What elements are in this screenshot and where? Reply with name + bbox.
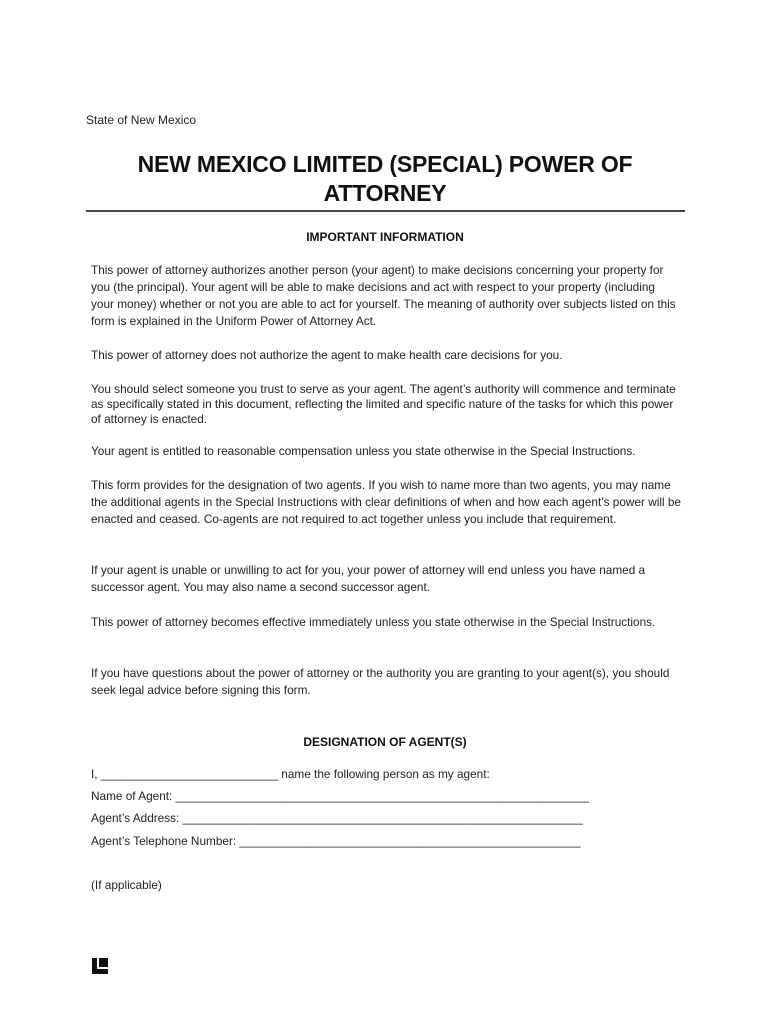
- paragraph-effective-immediately: This power of attorney becomes effective immediately unless you state otherwise in the Special Instructions.: [91, 615, 656, 629]
- document-title: NEW MEXICO LIMITED (SPECIAL) POWER OF ATTORNEY: [137, 151, 633, 206]
- paragraph-compensation: Your agent is entitled to reasonable compensation unless you state otherwise in the Special Instructions.: [91, 444, 636, 458]
- paragraph-successor-agent: If your agent is unable or unwilling to act for you, your power of attorney will end unless you have named a successor agent. You may also name a second successor agent.: [91, 563, 646, 594]
- paragraph-two-agents: This form provides for the designation of two agents. If you wish to name more than two agents, you may name the additional agents in the Special Instructions with clear definitions of when and how each agent’s power will be enacted and ceased. Co-agents are not required to act together unless you include that requirement.: [91, 478, 681, 526]
- paragraph-select-agent: You should select someone you trust to serve as your agent. The agent’s authority will commence and terminate as specifically stated in this document, reflecting the limited and specific nature of the tasks for which this power of attorney is enacted.: [91, 382, 676, 426]
- legal-templates-logo-icon: [91, 957, 109, 975]
- paragraph-authorization: This power of attorney authorizes another person (your agent) to make decisions concerning your property for you (the principal). Your agent will be able to make decisions and act with respect to your property (including your money) whether or not you are able to act for yourself. The meaning of authority over subjects listed on this form is explained in the Uniform Power of Attorney Act.: [91, 263, 676, 328]
- state-label: State of New Mexico: [86, 113, 197, 127]
- paragraph-legal-advice: If you have questions about the power of attorney or the authority you are granting to your agent(s), you should seek legal advice before signing this form.: [91, 666, 670, 697]
- title-divider: [86, 210, 685, 212]
- if-applicable-label: (If applicable): [91, 878, 162, 892]
- designation-heading: DESIGNATION OF AGENT(S): [303, 735, 467, 749]
- paragraph-no-health-care: This power of attorney does not authorize the agent to make health care decisions for you.: [91, 348, 563, 362]
- principal-name-field[interactable]: I, ___________________________ name the following person as my agent:: [91, 767, 490, 781]
- agent-phone-field[interactable]: Agent’s Telephone Number: ____________________________________________________: [91, 834, 581, 848]
- agent-address-field[interactable]: Agent’s Address: _____________________________________________________________: [91, 811, 583, 825]
- important-information-heading: IMPORTANT INFORMATION: [306, 230, 464, 244]
- agent-name-field[interactable]: Name of Agent: _______________________________________________________________: [91, 789, 589, 803]
